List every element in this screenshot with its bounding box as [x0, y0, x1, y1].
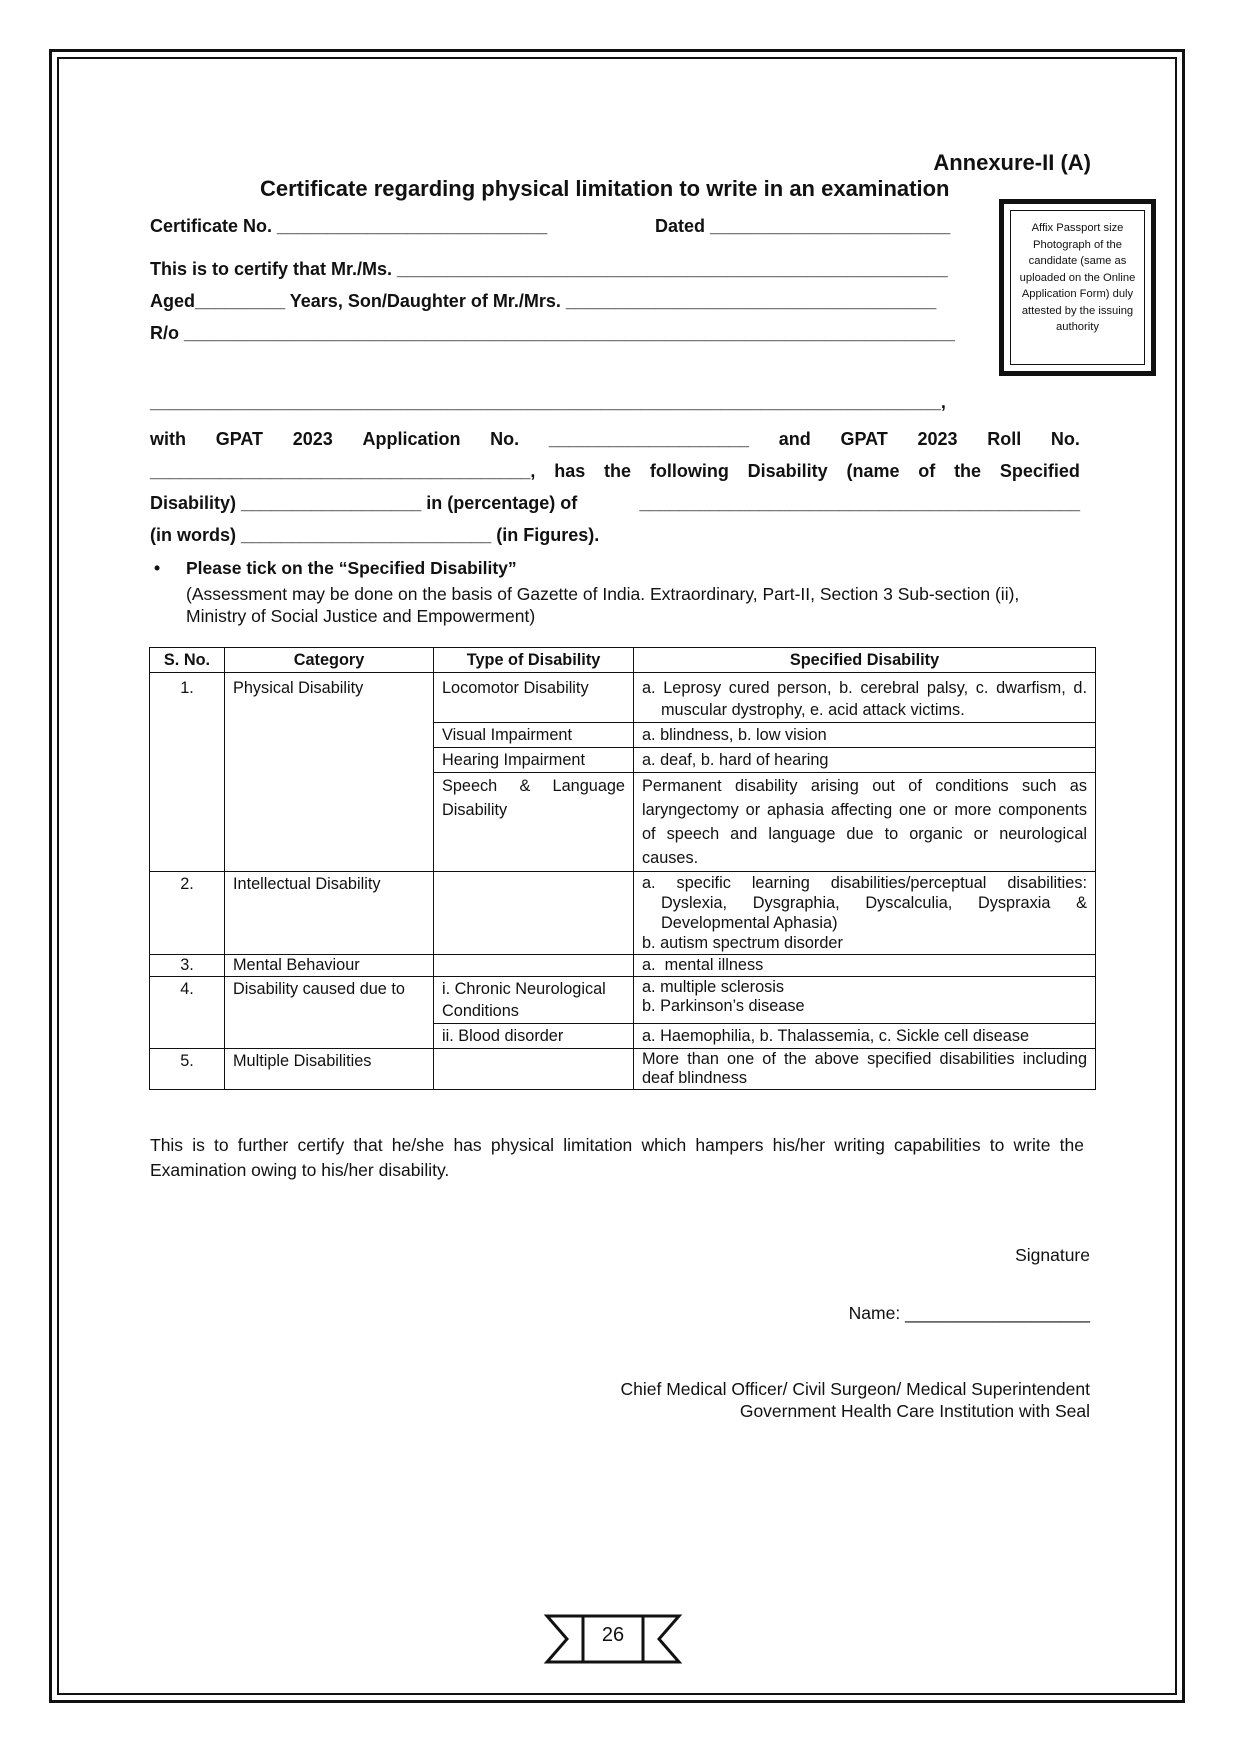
column-header: S. No. [150, 648, 225, 673]
spec-item: b. autism spectrum disorder [642, 934, 843, 952]
type-cell: Hearing Impairment [434, 748, 634, 773]
word: No. [1050, 429, 1080, 449]
spec-cell: a. mental illness [634, 955, 1096, 977]
disability-percentage-line [150, 493, 1080, 514]
word: Specified [999, 461, 1080, 481]
table-row [150, 1049, 1096, 1090]
word: 2023 [917, 429, 958, 449]
category-cell: Physical Disability [225, 673, 434, 872]
name-field: Name: ___________________ [848, 1303, 1090, 1323]
application-roll-line [150, 429, 1080, 450]
serial-number: 4. [150, 977, 225, 1049]
signature-label: Signature [1015, 1245, 1090, 1265]
table-row [150, 977, 1096, 1024]
spec-cell: More than one of the above specified disabilities including deaf blindness [634, 1049, 1096, 1090]
serial-number: 5. [150, 1049, 225, 1090]
word: No. [490, 429, 520, 449]
spec-cell [634, 872, 1096, 955]
word: the [954, 461, 982, 481]
bullet-icon: • [154, 558, 161, 578]
word: of [918, 461, 936, 481]
dated-field: Dated ________________________ [655, 216, 951, 236]
serial-number: 1. [150, 673, 225, 872]
table-header-row [150, 648, 1096, 673]
word: GPAT [215, 429, 264, 449]
instruction-note: (Assessment may be done on the basis of Gazette of India. Extraordinary, Part-II, Section 3 Sub-section (ii), Ministry of Social Justice and Empowerment) [186, 584, 1020, 626]
disability-name-line [150, 461, 1080, 482]
type-cell: i. Chronic Neurological Conditions [434, 977, 634, 1024]
category-cell: Disability caused due to [225, 977, 434, 1049]
certificate-title: Certificate regarding physical limitation to write in an examination [260, 176, 950, 201]
spec-item: b. Parkinson’s disease [642, 997, 805, 1015]
type-cell [434, 1049, 634, 1090]
disability-blank: Disability) __________________ in (percentage) of [150, 493, 578, 513]
disability-table [149, 647, 1096, 1090]
spec-cell: a. blindness, b. low vision [634, 723, 1096, 748]
spec-item: a. Leprosy cured person, b. cerebral palsy, c. dwarfism, d. muscular dystrophy, e. acid attack victims. [642, 679, 1087, 719]
column-header: Category [225, 648, 434, 673]
word: Application [362, 429, 461, 449]
residence-field: R/o _____________________________________________________________________________ [150, 323, 955, 343]
roll-number-blank: ______________________________________, [150, 461, 536, 481]
percentage-words-blank: ____________________________________________ [639, 493, 1080, 513]
page-number: 26 [601, 1624, 625, 1646]
type-cell: Speech & Language Disability [434, 773, 634, 872]
column-header: Type of Disability [434, 648, 634, 673]
category-cell: Multiple Disabilities [225, 1049, 434, 1090]
address-continuation-field: _______________________________________________________________________________, [150, 392, 946, 412]
type-cell: Visual Impairment [434, 723, 634, 748]
serial-number: 2. [150, 872, 225, 955]
table-row [150, 673, 1096, 723]
designation-line-2: Government Health Care Institution with Seal [739, 1401, 1090, 1421]
spec-cell [634, 977, 1096, 1024]
annexure-label: Annexure-II (A) [933, 150, 1091, 175]
photo-box-instructions: Affix Passport size Photograph of the candidate (same as uploaded on the Online Application Form) duly attested by the issuing authority [1010, 210, 1145, 365]
type-cell [434, 872, 634, 955]
serial-number: 3. [150, 955, 225, 977]
spec-item: a. specific learning disabilities/perceptual disabilities: Dyslexia, Dysgraphia, Dyscalculia, Dyspraxia & Developmental Aphasia) [642, 874, 1087, 932]
table-row [150, 955, 1096, 977]
word: following [649, 461, 729, 481]
word: with [150, 429, 186, 449]
category-cell: Mental Behaviour [225, 955, 434, 977]
spec-cell [634, 673, 1096, 723]
word: and [778, 429, 811, 449]
further-certification-text: This is to further certify that he/she has physical limitation which hampers his/her writing capabilities to write the Examination owing to his/her disability. [150, 1135, 1084, 1180]
category-cell: Intellectual Disability [225, 872, 434, 955]
spec-item: a. multiple sclerosis [642, 978, 785, 996]
word: has [554, 461, 586, 481]
percentage-figures-line: (in words) _________________________ (in Figures). [150, 525, 600, 545]
spec-cell: a. Haemophilia, b. Thalassemia, c. Sickle cell disease [634, 1024, 1096, 1049]
spec-cell: a. deaf, b. hard of hearing [634, 748, 1096, 773]
type-cell [434, 955, 634, 977]
application-number-blank: ____________________ [548, 429, 750, 449]
word: (name [846, 461, 900, 481]
type-cell: ii. Blood disorder [434, 1024, 634, 1049]
word: 2023 [292, 429, 333, 449]
word: Roll [987, 429, 1022, 449]
certificate-number-field: Certificate No. ___________________________ [150, 216, 548, 236]
instruction-heading: Please tick on the “Specified Disability” [186, 558, 517, 578]
type-cell: Locomotor Disability [434, 673, 634, 723]
word: Disability [747, 461, 828, 481]
table-row [150, 872, 1096, 955]
spec-cell: Permanent disability arising out of conditions such as laryngectomy or aphasia affecting one or more components of speech and language due to organic or neurological causes. [634, 773, 1096, 872]
column-header: Specified Disability [634, 648, 1096, 673]
photo-box [999, 199, 1156, 376]
word: GPAT [840, 429, 888, 449]
age-parent-field: Aged_________ Years, Son/Daughter of Mr./Mrs. _____________________________________ [150, 291, 937, 311]
designation-line-1: Chief Medical Officer/ Civil Surgeon/ Medical Superintendent [620, 1379, 1090, 1399]
word: the [604, 461, 632, 481]
certify-name-field: This is to certify that Mr./Ms. _______________________________________________________ [150, 259, 948, 279]
